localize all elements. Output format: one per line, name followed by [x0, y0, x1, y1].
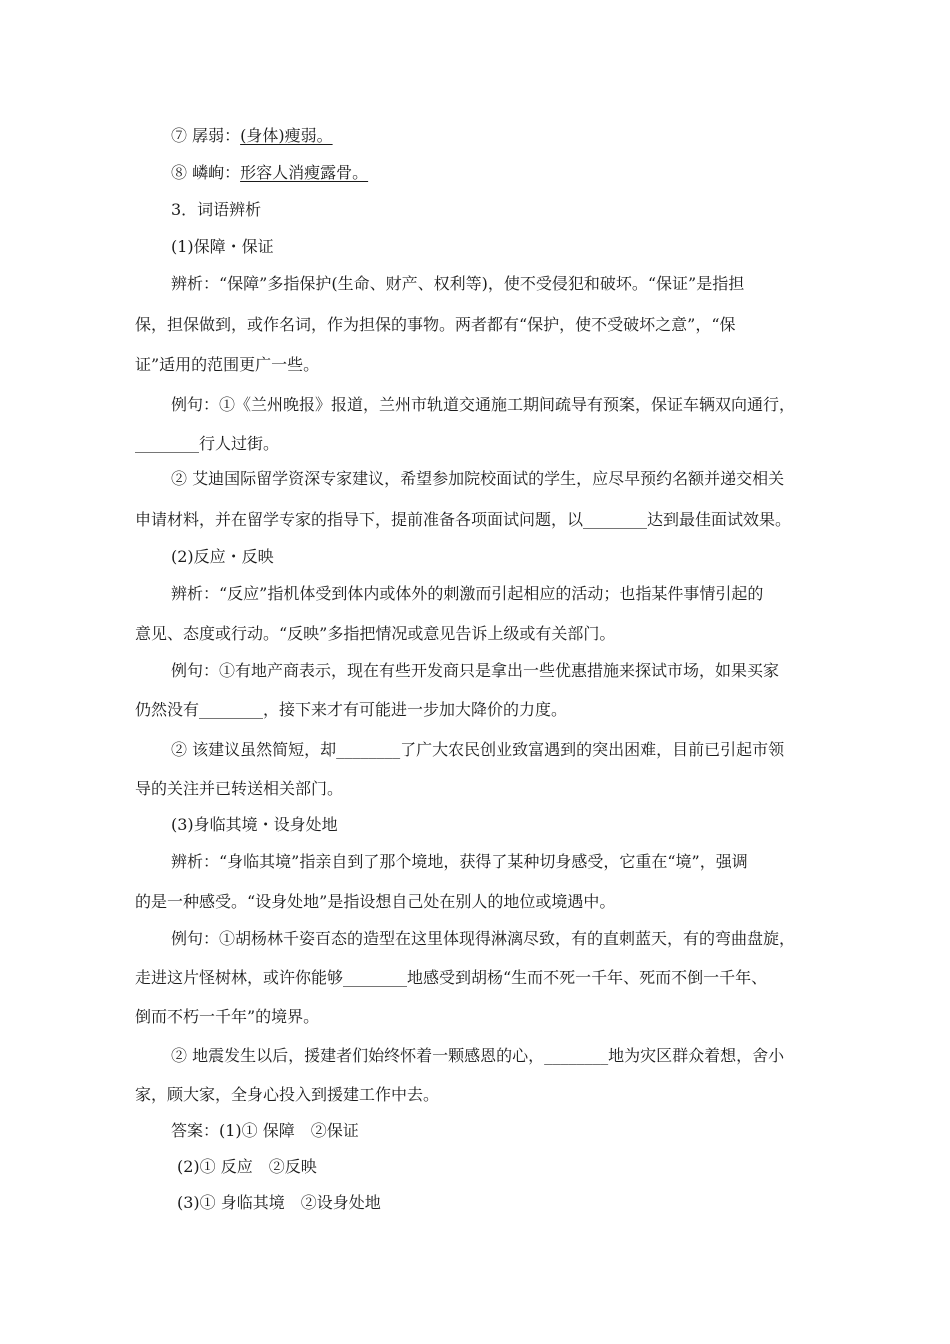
example-line: 走进这片怪树林，或许你能够________地感受到胡杨“生而不死一千年、死而不倒一千年、	[135, 968, 768, 987]
example-line: 家，顾大家，全身心投入到援建工作中去。	[135, 1085, 440, 1104]
answer-line: 答案：(1)① 保障 ②保证	[171, 1121, 359, 1140]
example-line: ② 艾迪国际留学资深专家建议，希望参加院校面试的学生，应尽早预约名额并递交相关	[171, 469, 785, 488]
definition-text: 形容人消瘦露骨。	[240, 163, 369, 182]
example-line: 例句：①胡杨林千姿百态的造型在这里体现得淋漓尽致，有的直刺蓝天，有的弯曲盘旋，	[171, 929, 796, 948]
example-line: 仍然没有________，接下来才有可能进一步加大降价的力度。	[135, 700, 568, 719]
definition-term: ⑧ 嶙峋：	[171, 163, 241, 182]
paragraph-line: 的是一种感受。“设身处地”是指设想自己处在别人的地位或境遇中。	[135, 892, 616, 911]
example-line: 例句：①有地产商表示，现在有些开发商只是拿出一些优惠措施来探试市场，如果买家	[171, 661, 780, 680]
example-line: ② 地震发生以后，援建者们始终怀着一颗感恩的心，________地为灾区群众着想，舍小	[171, 1046, 785, 1065]
paragraph-line: 辨析：“保障”多指保护(生命、财产、权利等)，使不受侵犯和破坏。“保证”是指担	[171, 274, 745, 293]
paragraph-line: 辨析：“身临其境”指亲自到了那个境地，获得了某种切身感受，它重在“境”，强调	[171, 852, 748, 871]
definition-line-7	[171, 125, 333, 147]
paragraph-line: 保，担保做到，或作名词，作为担保的事物。两者都有“保护，使不受破坏之意”，“保	[135, 315, 736, 334]
answer-line: (2)① 反应 ②反映	[177, 1157, 317, 1176]
definition-term: ⑦ 孱弱：	[171, 126, 241, 145]
answer-line: (3)① 身临其境 ②设身处地	[177, 1193, 381, 1212]
subsection-heading: (2)反应・反映	[171, 547, 274, 566]
example-line: ② 该建议虽然简短，却________了广大农民创业致富遇到的突出困难，目前已引起市领	[171, 740, 785, 759]
example-line: 例句：①《兰州晚报》报道，兰州市轨道交通施工期间疏导有预案，保证车辆双向通行，	[171, 395, 796, 414]
example-line: ________行人过街。	[135, 434, 280, 453]
definition-text: (身体)瘦弱。	[240, 126, 333, 145]
section-heading: 3．词语辨析	[171, 200, 262, 219]
example-line: 导的关注并已转送相关部门。	[135, 779, 344, 798]
example-line: 申请材料，并在留学专家的指导下，提前准备各项面试问题，以________达到最佳面试效果。	[135, 510, 792, 529]
subsection-heading: (3)身临其境・设身处地	[171, 815, 338, 834]
paragraph-line: 辨析：“反应”指机体受到体内或体外的刺激而引起相应的活动；也指某件事情引起的	[171, 584, 764, 603]
paragraph-line: 证”适用的范围更广一些。	[135, 355, 320, 374]
paragraph-line: 意见、态度或行动。“反映”多指把情况或意见告诉上级或有关部门。	[135, 624, 616, 643]
example-line: 倒而不朽一千年”的境界。	[135, 1007, 320, 1026]
subsection-heading: (1)保障・保证	[171, 237, 274, 256]
definition-line-8	[171, 162, 368, 184]
